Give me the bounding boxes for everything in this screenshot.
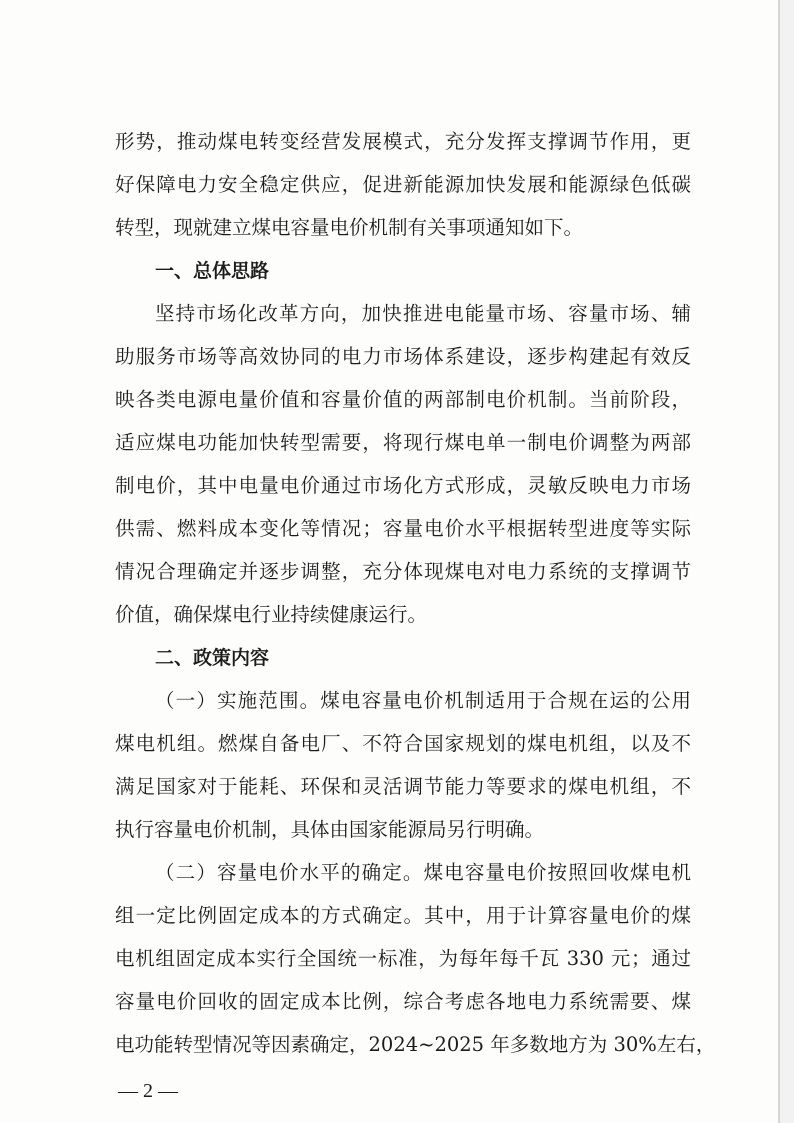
paragraph-line: 煤电机组。燃煤自备电厂、不符合国家规划的煤电机组，以及不 [115, 732, 691, 755]
scan-margin [780, 0, 794, 1123]
paragraph-line: 适应煤电功能加快转型需要，将现行煤电单一制电价调整为两部 [115, 431, 691, 454]
section-heading: 一、总体思路 [155, 260, 270, 282]
paragraph-line: 供需、燃料成本变化等情况；容量电价水平根据转型进度等实际 [115, 517, 691, 540]
paragraph-line: 好保障电力安全稳定供应，促进新能源加快发展和能源绿色低碳 [115, 173, 691, 196]
paragraph-line: 电功能转型情况等因素确定，2024~2025 年多数地方为 30%左右， [115, 1033, 716, 1056]
paragraph-line: 执行容量电价机制，具体由国家能源局另行明确。 [115, 818, 545, 841]
paragraph-line: 坚持市场化改革方向，加快推进电能量市场、容量市场、辅 [155, 302, 691, 325]
paragraph-line: 形势，推动煤电转变经营发展模式，充分发挥支撑调节作用，更 [115, 130, 691, 153]
paragraph-line: 电机组固定成本实行全国统一标准，为每年每千瓦 330 元；通过 [115, 947, 691, 970]
paragraph-line: 价值，确保煤电行业持续健康运行。 [115, 603, 428, 626]
paragraph-line: 情况合理确定并逐步调整，充分体现煤电对电力系统的支撑调节 [115, 560, 691, 583]
paragraph-line: 满足国家对于能耗、环保和灵活调节能力等要求的煤电机组，不 [115, 775, 691, 798]
paragraph-line: 映各类电源电量价值和容量价值的两部制电价机制。当前阶段， [115, 388, 691, 411]
page-number: — 2 — [118, 1080, 178, 1102]
paragraph-line: 制电价，其中电量电价通过市场化方式形成，灵敏反映电力市场 [115, 474, 691, 497]
scan-edge-line [778, 0, 780, 1123]
paragraph-line: 助服务市场等高效协同的电力市场体系建设，逐步构建起有效反 [115, 345, 691, 368]
paragraph-line: 组一定比例固定成本的方式确定。其中，用于计算容量电价的煤 [115, 904, 691, 927]
paragraph-line: 转型，现就建立煤电容量电价机制有关事项通知如下。 [115, 216, 584, 239]
paragraph-line: 容量电价回收的固定成本比例，综合考虑各地电力系统需要、煤 [115, 990, 691, 1013]
paragraph-line: （一）实施范围。煤电容量电价机制适用于合规在运的公用 [155, 689, 691, 712]
section-heading: 二、政策内容 [155, 647, 270, 669]
paragraph-line: （二）容量电价水平的确定。煤电容量电价按照回收煤电机 [155, 861, 691, 884]
